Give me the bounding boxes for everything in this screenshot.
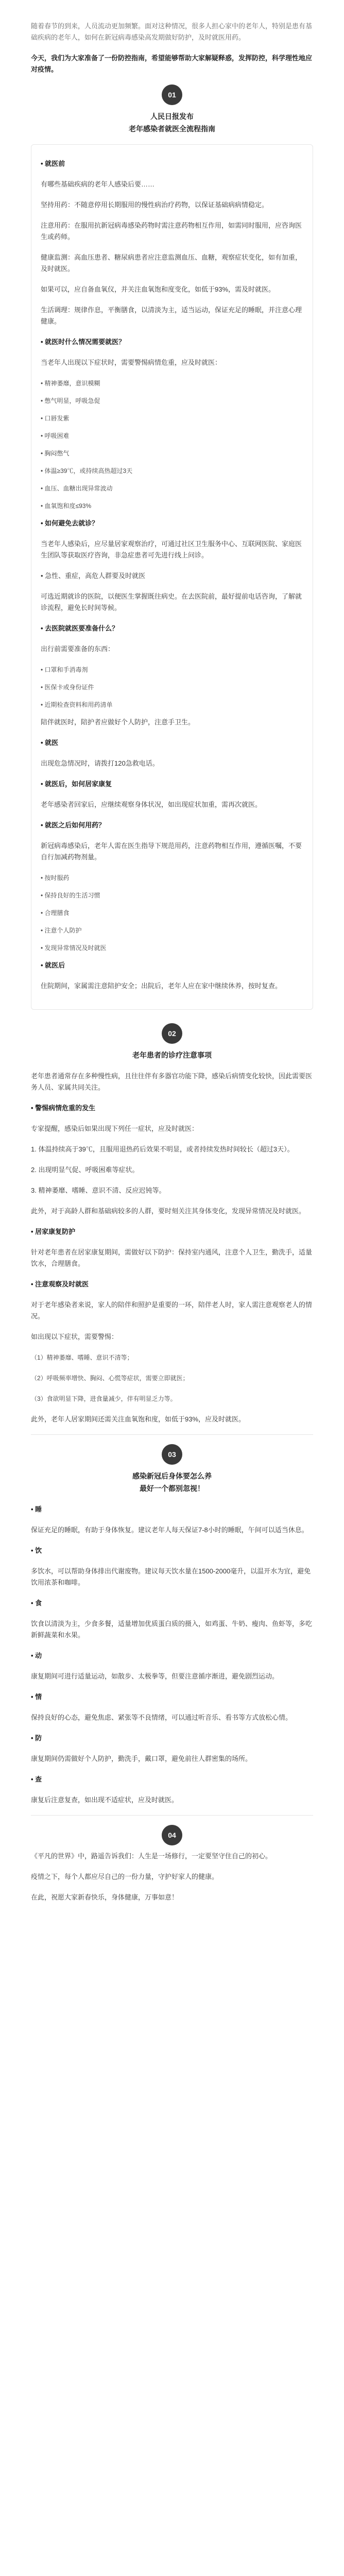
question-heading: • 警惕病情危重的发生 xyxy=(31,1104,96,1112)
section-01-paragraph: 出行前需要准备的东西： xyxy=(41,645,115,653)
section-01-paragraph: 健康监测：高血压患者、糖尿病患者应注意监测血压、血糖，观察症状变化，如有加重，及时就医。 xyxy=(41,253,302,273)
section-03-badge-wrap xyxy=(31,1444,313,1465)
list-item: • 按时服药 xyxy=(41,874,70,882)
list-item: • 口唇发紫 xyxy=(41,415,70,422)
tip-key: • 动 xyxy=(31,1652,42,1659)
list-item: （3）食欲明显下降，进食量减少，伴有明显乏力等。 xyxy=(31,1395,177,1402)
list-item: • 体温≥39℃，或持续高热超过3天 xyxy=(41,467,133,474)
section-03-title xyxy=(31,1470,313,1495)
health-tips-list xyxy=(31,1504,313,1806)
intro-paragraph: 随着春节的到来，人员流动更加频繁。面对这种情况，很多人担心家中的老年人，特别是患有基础疾病的老年人，如何在新冠病毒感染高发期做好防护，及时就医用药。 xyxy=(31,22,313,41)
symptom-list xyxy=(41,378,303,512)
prepare-list xyxy=(41,664,303,710)
section-01-paragraph: 生活调理：规律作息，平衡膳食，以清淡为主，适当运动，保证充足的睡眠，并注意心理健康。 xyxy=(41,306,302,325)
section-01-paragraph: 住院期间，家属需注意陪护安全；出院后，老年人应在家中继续休养，按时复查。 xyxy=(41,982,282,990)
question-heading: • 就医后 xyxy=(41,961,65,969)
section-02-paragraph: 1. 体温持续高于39℃，且服用退热药后效果不明显，或者持续发热时间较长（超过3天）。 xyxy=(31,1145,294,1153)
list-item: • 保持良好的生活习惯 xyxy=(41,892,100,899)
section-01-title-line1: 人民日报发布 xyxy=(150,112,194,121)
list-item: • 血氧饱和度≤93% xyxy=(41,502,92,510)
list-item: • 口罩和手消毒剂 xyxy=(41,666,88,673)
section-02-paragraph: 如出现以下症状，需要警惕： xyxy=(31,1333,118,1341)
question-heading: • 居家康复防护 xyxy=(31,1228,76,1235)
question-heading: • 就医之后如何用药？ xyxy=(41,821,106,829)
question-heading: • 去医院就医要准备什么？ xyxy=(41,624,119,632)
section-02-paragraph: 3. 精神萎靡、嗜睡、意识不清、反应迟钝等。 xyxy=(31,1187,166,1194)
section-01-paragraph: • 急性、重症，高危人群要及时就医 xyxy=(41,572,146,580)
section-01-paragraph: 可选近期就诊的医院，以便医生掌握既往病史。在去医院前，最好提前电话咨询，了解就诊流程，避免长时间等候。 xyxy=(41,592,302,612)
closing-paragraph: 《平凡的世界》中，路遥告诉我们：人生是一场修行，一定要坚守住自己的初心。 xyxy=(31,1852,272,1860)
section-02-paragraph: 针对老年患者在居家康复期间，需做好以下防护：保持室内通风，注意个人卫生，勤洗手，适量饮水，合理膳食。 xyxy=(31,1248,313,1267)
tip-text: 保证充足的睡眠，有助于身体恢复。建议老年人每天保证7-8小时的睡眠，午间可以适当休息。 xyxy=(31,1526,308,1534)
closing-paragraph: 疫情之下，每个人都应尽自己的一份力量，守护好家人的健康。 xyxy=(31,1873,219,1880)
tip-text: 康复后注意复查，如出现不适症状，应及时就医。 xyxy=(31,1796,179,1804)
section-02-paragraph: 专家提醒，感染后如果出现下列任一症状，应及时就医： xyxy=(31,1125,199,1132)
section-01-paragraph: 老年感染者回家后，应继续观察身体状况，如出现症状加重，需再次就医。 xyxy=(41,801,262,808)
list-item: • 胸闷憋气 xyxy=(41,450,70,457)
section-number-badge: 01 xyxy=(162,84,182,105)
list-item: • 医保卡或身份证件 xyxy=(41,684,94,691)
divider xyxy=(31,1815,313,1816)
section-01-paragraph: 注意用药：在服用抗新冠病毒感染药物时需注意药物相互作用，如需同时服用，应咨询医生或药师。 xyxy=(41,222,302,241)
tip-text: 康复期间可进行适量运动，如散步、太极拳等，但要注意循序渐进，避免剧烈运动。 xyxy=(31,1672,279,1680)
question-heading: • 就医 xyxy=(41,739,59,747)
question-heading: • 就医时什么情况需要就医？ xyxy=(41,338,126,346)
section-03-title-line1: 感染新冠后身体要怎么养 xyxy=(132,1472,212,1480)
section-number-badge: 02 xyxy=(162,1023,182,1044)
intro-highlight: 今天，我们为大家准备了一份防控指南，希望能够帮助大家解疑释惑，发挥防控，科学理性地应对疫情。 xyxy=(31,54,313,73)
section-02-paragraph: 2. 出现明显气促、呼吸困难等症状。 xyxy=(31,1166,139,1174)
section-02-paragraph: 此外，老年人居家期间还需关注血氧饱和度，如低于93%，应及时就医。 xyxy=(31,1415,246,1423)
section-02-badge-wrap xyxy=(31,1023,313,1044)
tip-key: • 情 xyxy=(31,1693,42,1701)
tip-key: • 食 xyxy=(31,1599,42,1607)
question-heading: • 如何避免去就诊？ xyxy=(41,519,99,527)
section-04-badge-wrap xyxy=(31,1825,313,1845)
divider xyxy=(31,1434,313,1435)
tip-key: • 睡 xyxy=(31,1505,42,1513)
closing-paragraph: 在此，祝愿大家新春快乐，身体健康，万事如意！ xyxy=(31,1893,179,1901)
tip-key: • 防 xyxy=(31,1734,42,1742)
list-item: • 发现异常情况及时就医 xyxy=(41,944,107,952)
list-item: • 合理膳食 xyxy=(41,909,70,917)
after-care-list xyxy=(41,872,303,954)
list-item: • 血压、血糖出现异常波动 xyxy=(41,485,113,492)
section-02-paragraph: 此外，对于高龄人群和基础病较多的人群，要时刻关注其身体变化，发现异常情况及时就医。 xyxy=(31,1207,306,1215)
tip-text: 保持良好的心态，避免焦虑、紧张等不良情绪，可以通过听音乐、看书等方式放松心情。 xyxy=(31,1714,293,1721)
section-01-card xyxy=(31,144,313,1010)
section-number-badge: 03 xyxy=(162,1444,182,1465)
section-01-paragraph: 当老年人出现以下症状时，需要警惕病情危重，应及时就医： xyxy=(41,359,222,366)
tip-text: 饮食以清淡为主，少食多餐，适量增加优质蛋白质的摄入，如鸡蛋、牛奶、瘦肉、鱼虾等，多吃新鲜蔬菜和水果。 xyxy=(31,1620,313,1639)
section-01-paragraph: 出现危急情况时，请拨打120急救电话。 xyxy=(41,759,159,767)
list-item: • 憋气明显，呼吸急促 xyxy=(41,397,100,404)
list-item: • 呼吸困难 xyxy=(41,432,70,439)
question-heading: • 注意观察及时就医 xyxy=(31,1280,89,1288)
tip-text: 康复期间仍需做好个人防护，勤洗手，戴口罩，避免前往人群密集的场所。 xyxy=(31,1755,252,1762)
section-03-title-line2: 最好一个都别忽视！ xyxy=(140,1484,204,1493)
tip-text: 多饮水，可以帮助身体排出代谢废物。建议每天饮水量在1500-2000毫升，以温开水为宜，避免饮用浓茶和咖啡。 xyxy=(31,1567,311,1586)
section-01-paragraph: 新冠病毒感染后，老年人需在医生指导下规范用药，注意药物相互作用，遵循医嘱，不要自行加减药物剂量。 xyxy=(41,842,302,861)
tip-key: • 饮 xyxy=(31,1547,42,1554)
section-02-paragraph: 老年患者通常存在多种慢性病，且往往伴有多器官功能下降，感染后病情变化较快，因此需要医务人员、家属共同关注。 xyxy=(31,1072,313,1091)
section-01-paragraph: 有哪些基础疾病的老年人感染后要…… xyxy=(41,180,155,188)
section-01-paragraph: 坚持用药：不随意停用长期服用的慢性病治疗药物，以保证基础病病情稳定。 xyxy=(41,201,269,209)
section-01-paragraph: 当老年人感染后，应尽量居家观察治疗，可通过社区卫生服务中心、互联网医院、家庭医生团队等获取医疗咨询，非急症患者可先进行线上问诊。 xyxy=(41,540,302,559)
list-item: • 精神萎靡，意识模糊 xyxy=(41,380,100,387)
section-01-title xyxy=(31,110,313,135)
section-02-title: 老年患者的诊疗注意事项 xyxy=(132,1051,212,1059)
question-heading: • 就医后，如何居家康复 xyxy=(41,780,112,788)
list-item: （1）精神萎靡、嗜睡、意识不清等； xyxy=(31,1354,133,1361)
section-01-paragraph: 陪伴就医时，陪护者应做好个人防护，注意手卫生。 xyxy=(41,718,195,726)
section-01-title-line2: 老年感染者就医全流程指南 xyxy=(129,125,215,133)
section-number-badge: 04 xyxy=(162,1825,182,1845)
list-item: （2）呼吸频率增快、胸闷、心慌等症状，需要立即就医； xyxy=(31,1375,189,1382)
section-02-paragraph: 对于老年感染者来说，家人的陪伴和照护是重要的一环，陪伴老人时，家人需注意观察老人的情况。 xyxy=(31,1301,313,1320)
section-01-badge-wrap xyxy=(31,84,313,105)
list-item: • 近期检查资料和用药清单 xyxy=(41,701,113,708)
tip-key: • 查 xyxy=(31,1775,42,1783)
section-01-paragraph: 如果可以，应自备血氧仪，并关注血氧饱和度变化，如低于93%，需及时就医。 xyxy=(41,285,276,293)
question-heading: • 就医前 xyxy=(41,160,65,167)
list-item: • 注意个人防护 xyxy=(41,927,82,934)
